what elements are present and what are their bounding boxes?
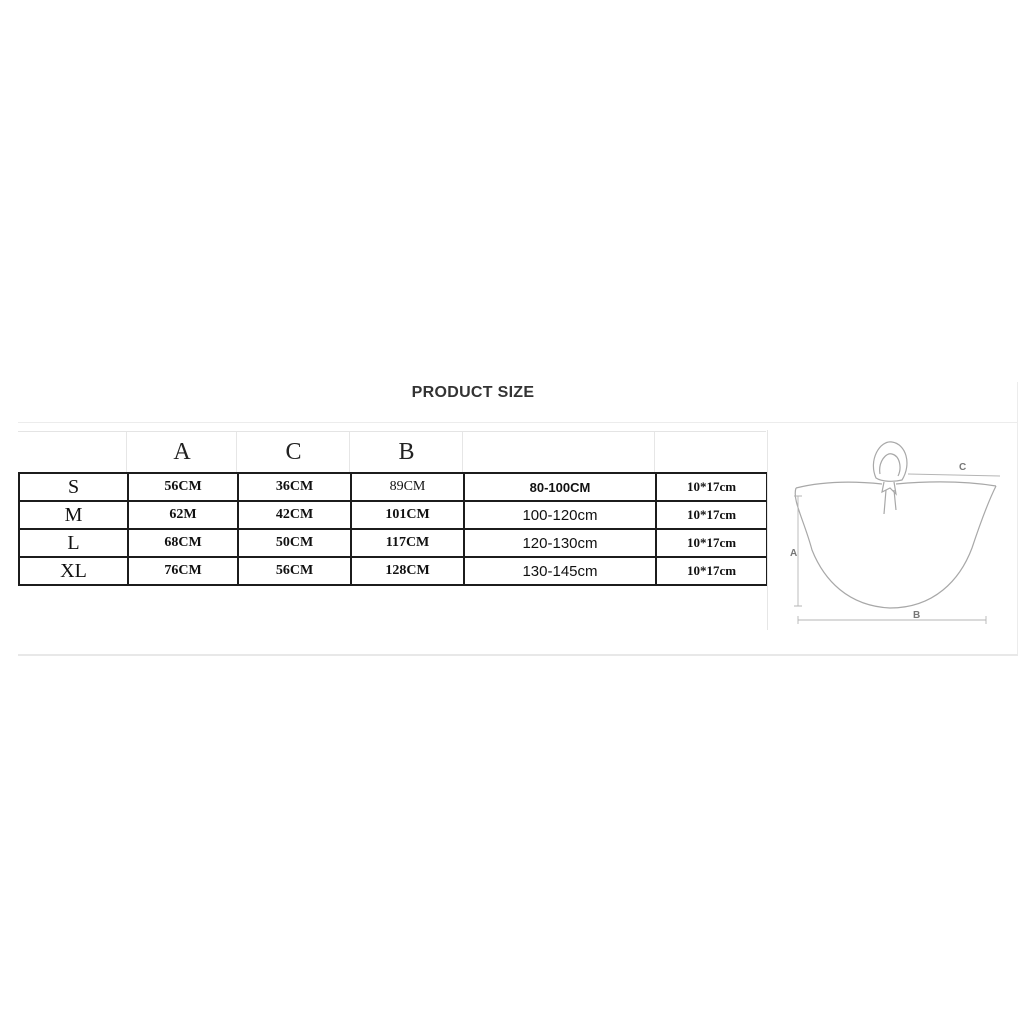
width-b-cell: 101CM	[351, 501, 464, 529]
package-size-cell: 10*17cm	[656, 501, 767, 529]
poncho-measurement-diagram	[767, 430, 1008, 630]
title-divider	[18, 422, 1018, 423]
size-cell: S	[19, 473, 128, 501]
table-row	[19, 529, 767, 557]
width-c-cell: 36CM	[238, 473, 351, 501]
size-cell: M	[19, 501, 128, 529]
size-table	[18, 472, 768, 586]
header-cell-height	[462, 432, 655, 472]
length-a-cell: 62M	[128, 501, 238, 529]
header-cell-b: B	[349, 432, 463, 472]
length-a-cell: 68CM	[128, 529, 238, 557]
header-cell-size	[18, 432, 126, 472]
size-cell: XL	[19, 557, 128, 585]
table-row	[19, 557, 767, 585]
package-size-cell: 10*17cm	[656, 557, 767, 585]
package-size-cell: 10*17cm	[656, 529, 767, 557]
width-c-cell: 56CM	[238, 557, 351, 585]
height-range-cell: 100-120cm	[464, 501, 656, 529]
size-chart	[18, 368, 1018, 658]
bottom-divider	[18, 654, 1018, 656]
length-a-cell: 76CM	[128, 557, 238, 585]
header-cell-pack	[654, 432, 767, 472]
poncho-sketch	[768, 430, 1008, 630]
table-row	[19, 473, 767, 501]
width-b-cell: 89CM	[351, 473, 464, 501]
package-size-cell: 10*17cm	[656, 473, 767, 501]
width-c-cell: 42CM	[238, 501, 351, 529]
width-b-cell: 117CM	[351, 529, 464, 557]
dimension-label-a: A	[790, 548, 798, 559]
height-range-cell: 130-145cm	[464, 557, 656, 585]
table-header-row	[18, 431, 766, 472]
width-c-cell: 50CM	[238, 529, 351, 557]
height-range-cell: 80-100CM	[464, 473, 656, 501]
dimension-label-c: C	[959, 462, 967, 473]
width-b-cell: 128CM	[351, 557, 464, 585]
header-cell-a: A	[126, 432, 237, 472]
size-cell: L	[19, 529, 128, 557]
height-range-cell: 120-130cm	[464, 529, 656, 557]
chart-title: PRODUCT SIZE	[411, 384, 535, 401]
table-row	[19, 501, 767, 529]
header-cell-c: C	[236, 432, 350, 472]
length-a-cell: 56CM	[128, 473, 238, 501]
dimension-label-b: B	[913, 610, 921, 621]
